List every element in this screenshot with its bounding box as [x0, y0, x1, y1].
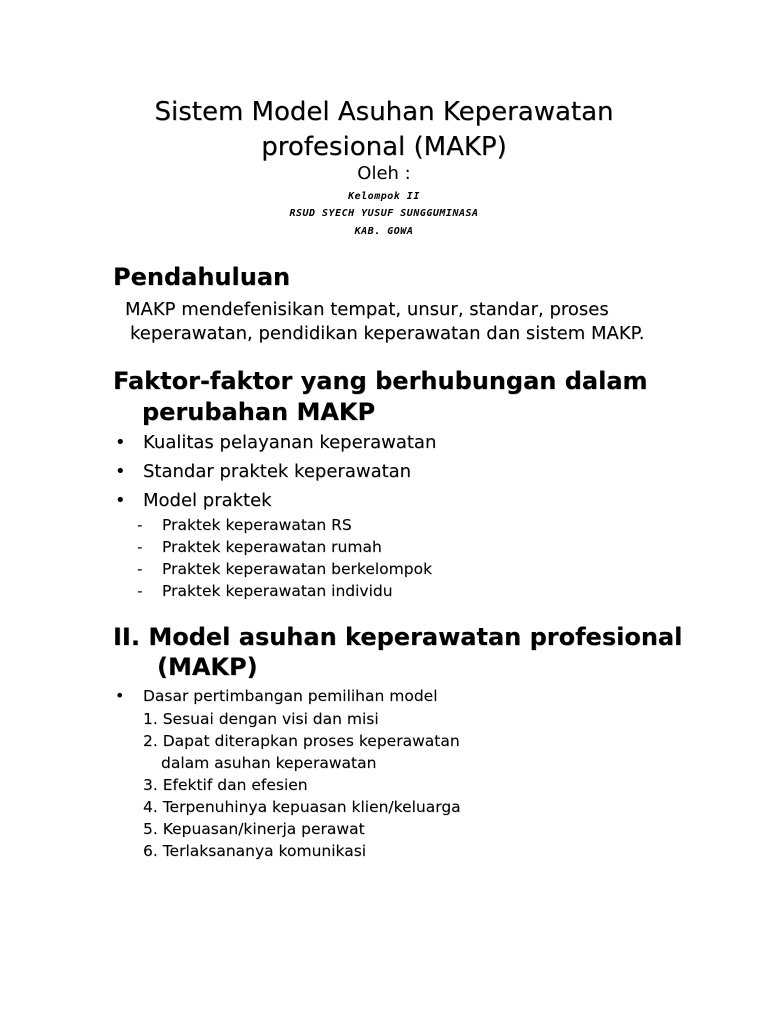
hospital-name: RSUD SYECH YUSUF SUNGGUMINASA	[289, 208, 479, 219]
regency-name: KAB. GOWA	[354, 226, 414, 237]
bullet-icon: •	[115, 686, 125, 705]
document-title-line2: profesional (MAKP)	[261, 132, 507, 162]
list-item: Model praktek	[143, 490, 272, 511]
numbered-item: 1. Sesuai dengan visi dan misi	[143, 710, 379, 728]
group-name: Kelompok II	[348, 191, 420, 202]
list-item: Kualitas pelayanan keperawatan	[143, 432, 437, 453]
dash-icon: -	[137, 582, 143, 600]
dash-icon: -	[137, 538, 143, 556]
dash-icon: -	[137, 560, 143, 578]
numbered-item: 2. Dapat diterapkan proses keperawatan	[143, 732, 460, 750]
list-item: Dasar pertimbangan pemilihan model	[143, 687, 438, 705]
intro-heading: Pendahuluan	[113, 263, 291, 291]
bullet-icon: •	[115, 432, 126, 453]
bullet-icon: •	[115, 461, 126, 482]
numbered-item: 4. Terpenuhinya kepuasan klien/keluarga	[143, 798, 461, 816]
list-item: Standar praktek keperawatan	[143, 461, 412, 482]
numbered-item-continuation: dalam asuhan keperawatan	[161, 754, 377, 772]
numbered-item: 6. Terlaksananya komunikasi	[143, 842, 367, 860]
section2-heading-line1: II. Model asuhan keperawatan profesional	[113, 623, 683, 651]
intro-text-line2: keperawatan, pendidikan keperawatan dan sistem MAKP.	[130, 323, 645, 344]
dash-icon: -	[137, 516, 143, 534]
factors-heading-line2: perubahan MAKP	[142, 398, 376, 426]
section2-heading-line2: (MAKP)	[157, 653, 258, 681]
numbered-item: 5. Kepuasan/kinerja perawat	[143, 820, 365, 838]
sub-list-item: Praktek keperawatan RS	[162, 516, 352, 534]
sub-list-item: Praktek keperawatan berkelompok	[162, 560, 433, 578]
intro-text-line1: MAKP mendefenisikan tempat, unsur, standar, proses	[125, 299, 609, 320]
sub-list-item: Praktek keperawatan individu	[162, 582, 393, 600]
bullet-icon: •	[115, 490, 126, 511]
numbered-item: 3. Efektif dan efesien	[143, 776, 308, 794]
sub-list-item: Praktek keperawatan rumah	[162, 538, 382, 556]
factors-heading-line1: Faktor-faktor yang berhubungan dalam	[113, 367, 648, 395]
author-label: Oleh :	[357, 163, 411, 184]
document-title-line1: Sistem Model Asuhan Keperawatan	[154, 97, 614, 127]
